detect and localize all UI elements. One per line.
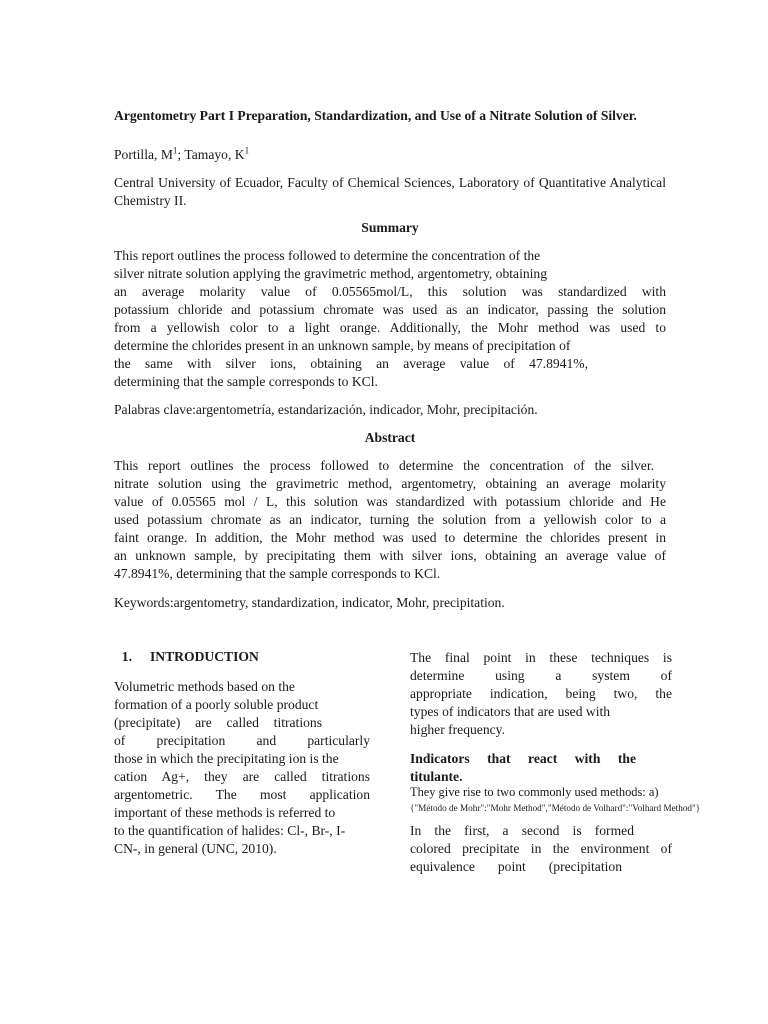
author-affil-marker: 1 [244, 145, 250, 156]
summary-line: from a yellowish color to a light orange. Additionally, the Mohr method was used to [114, 320, 666, 335]
author-separator: ; [177, 147, 185, 162]
methods-json-line: {"Método de Mohr":"Mohr Method","Método de Volhard":"Volhard Method"} [410, 803, 701, 813]
section-number: 1. [121, 649, 132, 664]
affiliation: Central University of Ecuador, Faculty of Chemical Sciences, Laboratory of Quantitative Analytical Chemistry II. [114, 175, 666, 208]
summary-line: silver nitrate solution applying the gravimetric method, argentometry, obtaining [114, 266, 548, 281]
intro-line: Volumetric methods based on the [114, 679, 295, 694]
intro-line: those in which the precipitating ion is the [114, 751, 339, 766]
keywords: Keywords:argentometry, standardization, indicator, Mohr, precipitation. [114, 595, 505, 610]
section-title: INTRODUCTION [150, 649, 259, 664]
indication-paragraph [410, 649, 672, 739]
abstract-line: 47.8941%, determining that the sample corresponds to KCl. [114, 566, 441, 581]
paragraph-line: In the first, a second is formed [410, 823, 634, 838]
heading-line: titulante. [410, 769, 463, 784]
abstract-line: used potassium chromate as an indicator, turning the solution from a yellowish color to a [114, 512, 666, 527]
abstract-line: faint orange. In addition, the Mohr method was used to determine the chlorides present in [114, 530, 666, 545]
introduction-text [114, 678, 370, 858]
intro-line: to the quantification of halides: Cl-, Br-, I- [114, 823, 346, 838]
paragraph-line: colored precipitate in the environment of [410, 841, 672, 856]
intro-line: argentometric. The most application [114, 787, 370, 802]
author-tamayo: Tamayo, K [184, 147, 245, 162]
abstract-line: nitrate solution using the gravimetric method, argentometry, obtaining an average molarity [114, 476, 666, 491]
heading-line: Indicators that react with the [410, 751, 636, 766]
abstract-text [114, 457, 666, 583]
paragraph-line: The final point in these techniques is [410, 650, 672, 665]
intro-line: of precipitation and particularly [114, 733, 370, 748]
abstract-line: This report outlines the process followed to determine the concentration of the silver. [114, 458, 654, 473]
introduction-heading [114, 648, 370, 666]
mohr-paragraph [410, 822, 672, 876]
abstract-line: value of 0.05565 mol / L, this solution was standardized with potassium chloride and He [114, 494, 666, 509]
palabras-clave: Palabras clave:argentometría, estandarización, indicador, Mohr, precipitación. [114, 402, 538, 417]
intro-line: important of these methods is referred to [114, 805, 336, 820]
summary-line: an average molarity value of 0.05565mol/L, this solution was standardized with [114, 284, 666, 299]
intro-line: (precipitate) are called titrations [114, 715, 322, 730]
summary-line: This report outlines the process followed to determine the concentration of the [114, 248, 541, 263]
summary-line: determining that the sample corresponds to KCl. [114, 374, 378, 389]
summary-text [114, 247, 666, 391]
intro-line: cation Ag+, they are called titrations [114, 769, 370, 784]
author-portilla: Portilla, M [114, 147, 173, 162]
paragraph-line: types of indicators that are used with [410, 704, 611, 719]
paragraph-line: equivalence point (precipitation [410, 859, 622, 874]
intro-line: formation of a poorly soluble product [114, 697, 319, 712]
paragraph-line: higher frequency. [410, 722, 505, 737]
indicators-heading [410, 750, 672, 786]
author-affil-marker: 1 [172, 145, 178, 156]
abstract-heading: Abstract [364, 430, 416, 445]
summary-heading: Summary [361, 220, 419, 235]
paper-title: Argentometry Part I Preparation, Standardization, and Use of a Nitrate Solution of Silver. [114, 108, 637, 123]
methods-intro-line: They give rise to two commonly used methods: a) [410, 785, 659, 799]
summary-line: determine the chlorides present in an unknown sample, by means of precipitation of [114, 338, 571, 353]
intro-line: CN-, in general (UNC, 2010). [114, 841, 277, 856]
summary-line: the same with silver ions, obtaining an average value of 47.8941%, [114, 356, 588, 371]
summary-line: potassium chloride and potassium chromate was used as an indicator, passing the solution [114, 302, 666, 317]
paragraph-line: appropriate indication, being two, the [410, 686, 672, 701]
abstract-line: an unknown sample, by precipitating them with silver ions, obtaining an average value of [114, 548, 666, 563]
paragraph-line: determine using a system of [410, 668, 672, 683]
authors-line [114, 146, 666, 164]
